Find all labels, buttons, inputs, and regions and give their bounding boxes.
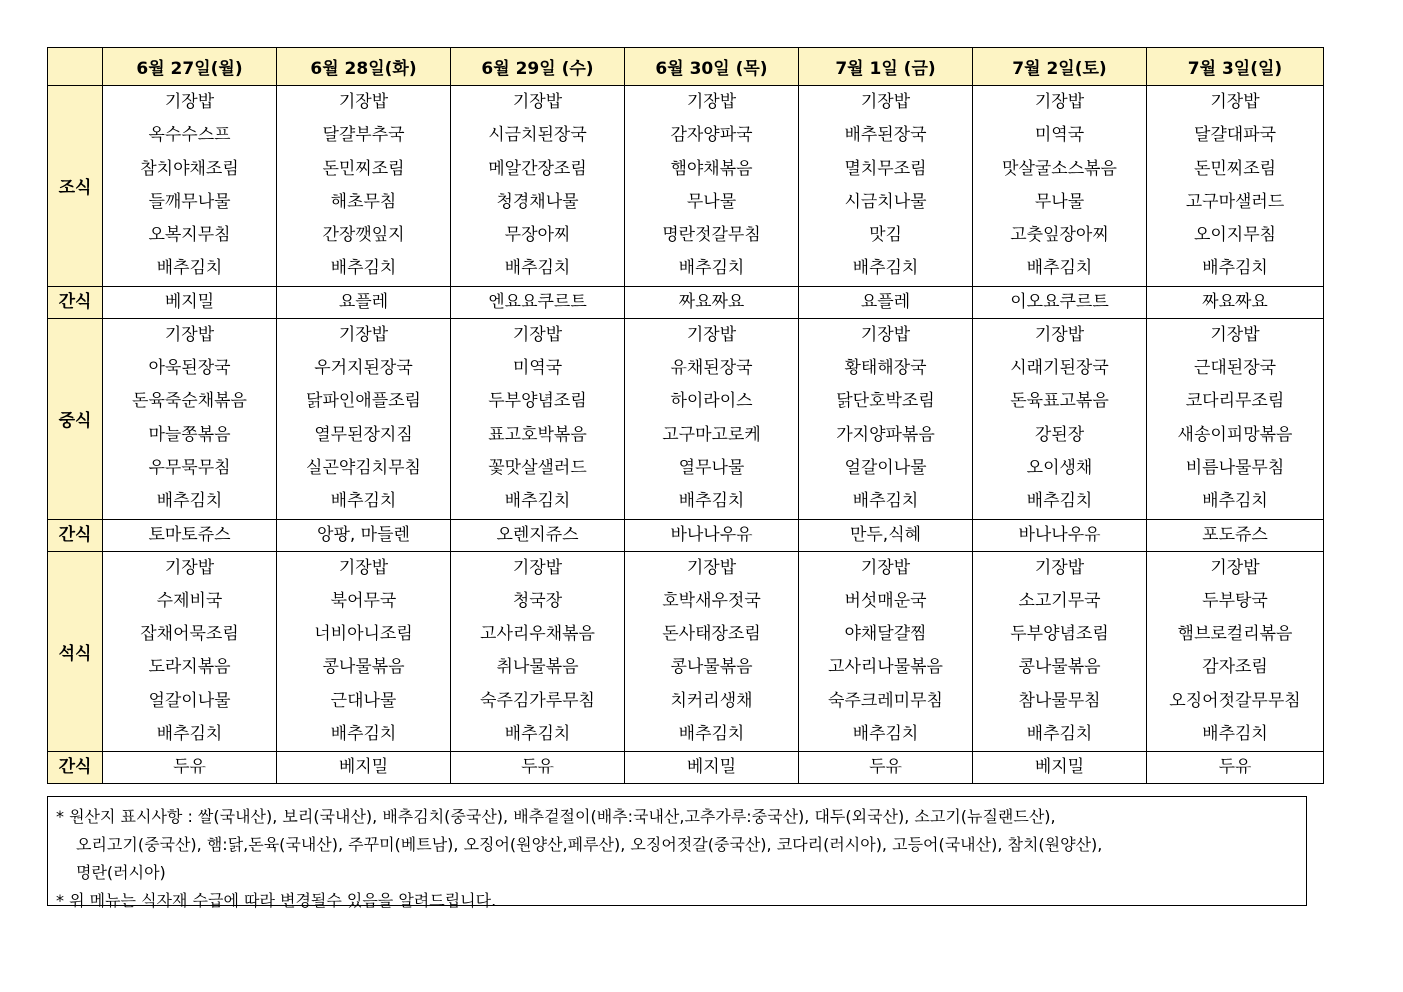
menu-item: 배추김치: [504, 491, 571, 512]
snack-cell: 포도쥬스: [1147, 519, 1324, 551]
menu-item: 배추김치: [156, 724, 223, 745]
meal-label: 간식: [48, 286, 103, 318]
menu-item: 감자조림: [1202, 657, 1268, 678]
menu-cell: [1147, 551, 1324, 752]
menu-item: 오복지무침: [148, 225, 231, 246]
menu-cell: [799, 86, 973, 287]
menu-item: 기장밥: [1034, 324, 1085, 345]
menu-item: 무나물: [686, 191, 737, 212]
menu-item: 근대나물: [330, 690, 397, 711]
menu-item: 두부탕국: [1202, 590, 1268, 611]
menu-item: 닭단호박조림: [836, 391, 935, 412]
menu-item: 너비아니조림: [314, 624, 413, 645]
menu-item: 우무묵무침: [148, 457, 231, 478]
menu-item: 기장밥: [1210, 557, 1260, 578]
snack-cell: 두유: [799, 752, 973, 784]
menu-item: 고춧잎장아찌: [1010, 225, 1109, 246]
menu-cell: [973, 551, 1147, 752]
menu-cell: [277, 318, 451, 519]
menu-item: 들깨무나물: [148, 191, 231, 212]
menu-item: 배추김치: [1026, 724, 1093, 745]
menu-item: 배추김치: [330, 491, 397, 512]
menu-item: 두부양념조림: [1010, 624, 1109, 645]
menu-item: 배추김치: [156, 258, 223, 279]
menu-item: 배추김치: [1026, 491, 1093, 512]
menu-item: 청국장: [512, 590, 563, 611]
snack-cell: 요플레: [277, 286, 451, 318]
menu-item: 가지양파볶음: [836, 424, 935, 445]
menu-cell: [103, 86, 277, 287]
menu-item: 기장밥: [512, 557, 563, 578]
menu-item: 숙주김가루무침: [480, 690, 595, 711]
header-row: [48, 48, 1324, 86]
menu-item: 기장밥: [860, 92, 911, 112]
corner-cell: [48, 48, 103, 86]
snack-cell: 베지밀: [277, 752, 451, 784]
menu-item: 오징어젓갈무무침: [1169, 690, 1301, 711]
menu-item: 배추김치: [330, 724, 397, 745]
menu-cell: [103, 318, 277, 519]
menu-item: 마늘쫑볶음: [148, 424, 231, 445]
menu-item: 꽃맛살샐러드: [488, 457, 587, 478]
note-line: 오리고기(중국산), 햄:닭,돈육(국내산), 주꾸미(베트남), 오징어(원양산,페루산), 오징어젓갈(중국산), 코다리(러시아), 고등어(국내산), 참치(원양산),: [76, 835, 1103, 854]
menu-cell: [625, 551, 799, 752]
menu-item: 기장밥: [686, 92, 737, 112]
snack-row: [48, 286, 1324, 318]
menu-item: 기장밥: [686, 557, 737, 578]
menu-item: 숙주크레미무침: [828, 690, 943, 711]
menu-item: 배추김치: [852, 258, 919, 279]
menu-item: 배추김치: [852, 724, 919, 745]
snack-cell: 바나나우유: [973, 519, 1147, 551]
menu-cell: [973, 318, 1147, 519]
menu-item: 코다리무조림: [1185, 391, 1285, 412]
menu-cell: [799, 551, 973, 752]
menu-item: 옥수수스프: [148, 125, 231, 146]
menu-item: 시래기된장국: [1010, 358, 1109, 379]
meal-row: [48, 86, 1324, 287]
meal-label: 중식: [48, 318, 103, 519]
menu-item: 닭파인애플조림: [306, 391, 421, 412]
snack-cell: 앙팡, 마들렌: [277, 519, 451, 551]
snack-cell: 바나나우유: [625, 519, 799, 551]
day-header: 7월 3일(일): [1147, 48, 1324, 86]
snack-cell: 오렌지쥬스: [451, 519, 625, 551]
menu-item: 배추김치: [1026, 258, 1093, 279]
menu-item: 고사리나물볶음: [828, 657, 943, 678]
menu-item: 맛김: [869, 225, 902, 246]
menu-body: [48, 86, 1324, 784]
menu-item: 햄야채볶음: [670, 158, 753, 179]
menu-item: 고구마고로케: [662, 424, 761, 445]
menu-item: 얼갈이나물: [844, 457, 927, 478]
menu-item: 돈민찌조림: [322, 158, 405, 179]
menu-item: 콩나물볶음: [322, 657, 405, 678]
menu-item: 무나물: [1034, 191, 1085, 212]
menu-item: 청경채나물: [496, 191, 579, 212]
menu-item: 기장밥: [164, 557, 215, 578]
menu-item: 치커리생채: [670, 690, 753, 711]
menu-item: 미역국: [512, 358, 563, 379]
menu-item: 실곤약김치무침: [306, 457, 421, 478]
meal-label: 간식: [48, 752, 103, 784]
menu-item: 미역국: [1034, 125, 1085, 146]
snack-cell: 베지밀: [103, 286, 277, 318]
meal-label: 석식: [48, 551, 103, 752]
note-line: * 원산지 표시사항 : 쌀(국내산), 보리(국내산), 배추김치(중국산), 배추겉절이(배추:국내산,고추가루:중국산), 대두(외국산), 소고기(뉴질랜드산),: [56, 807, 1056, 826]
snack-cell: 두유: [451, 752, 625, 784]
menu-item: 하이라이스: [670, 391, 753, 412]
snack-cell: 두유: [103, 752, 277, 784]
menu-item: 맛살굴소스볶음: [1002, 158, 1117, 179]
menu-item: 표고호박볶음: [488, 424, 587, 445]
snack-cell: 베지밀: [625, 752, 799, 784]
day-header: 7월 2일(토): [973, 48, 1147, 86]
menu-item: 멸치무조림: [844, 158, 927, 179]
snack-row: [48, 519, 1324, 551]
day-header: 6월 30일 (목): [625, 48, 799, 86]
menu-item: 수제비국: [156, 590, 223, 611]
menu-item: 기장밥: [512, 92, 563, 112]
menu-cell: [451, 318, 625, 519]
menu-item: 취나물볶음: [496, 657, 579, 678]
day-header: 7월 1일 (금): [799, 48, 973, 86]
snack-row: [48, 752, 1324, 784]
menu-cell: [799, 318, 973, 519]
menu-item: 무장아찌: [504, 225, 571, 246]
snack-cell: 짜요짜요: [1147, 286, 1324, 318]
menu-item: 소고기무국: [1018, 590, 1101, 611]
menu-item: 배추김치: [1202, 491, 1268, 512]
meal-row: [48, 318, 1324, 519]
snack-cell: 두유: [1147, 752, 1324, 784]
menu-item: 명란젓갈무침: [662, 225, 761, 246]
origin-notes: [47, 796, 1307, 910]
meal-row: [48, 551, 1324, 752]
note-line: * 위 메뉴는 식자재 수급에 따라 변경될수 있음을 알려드립니다.: [56, 891, 497, 910]
menu-item: 우거지된장국: [314, 358, 413, 379]
menu-item: 해초무침: [330, 191, 397, 212]
menu-item: 기장밥: [860, 557, 911, 578]
menu-item: 기장밥: [1034, 557, 1085, 578]
menu-cell: [451, 551, 625, 752]
menu-cell: [277, 551, 451, 752]
snack-cell: 베지밀: [973, 752, 1147, 784]
menu-item: 아욱된장국: [148, 358, 231, 379]
menu-item: 콩나물볶음: [1018, 657, 1101, 678]
menu-item: 기장밥: [164, 92, 215, 112]
snack-cell: 요플레: [799, 286, 973, 318]
menu-item: 감자양파국: [670, 125, 753, 146]
menu-item: 기장밥: [1034, 92, 1085, 112]
menu-item: 메알간장조림: [488, 158, 587, 179]
menu-item: 기장밥: [860, 324, 911, 345]
menu-item: 참치야채조림: [140, 158, 239, 179]
menu-item: 기장밥: [338, 92, 389, 112]
snack-cell: 토마토쥬스: [103, 519, 277, 551]
menu-item: 야채달걀찜: [844, 624, 927, 645]
menu-item: 잡채어묵조림: [140, 624, 239, 645]
menu-item: 배추김치: [1202, 724, 1268, 745]
day-header: 6월 27일(월): [103, 48, 277, 86]
menu-item: 유채된장국: [670, 358, 753, 379]
menu-item: 근대된장국: [1193, 358, 1277, 379]
menu-item: 열무된장지짐: [314, 424, 413, 445]
menu-cell: [1147, 86, 1324, 287]
menu-item: 시금치된장국: [488, 125, 587, 146]
menu-item: 돈육표고볶음: [1010, 391, 1109, 412]
day-header: 6월 29일 (수): [451, 48, 625, 86]
meal-label: 간식: [48, 519, 103, 551]
menu-item: 버섯매운국: [844, 590, 927, 611]
menu-item: 배추김치: [1202, 258, 1268, 279]
menu-item: 강된장: [1034, 424, 1085, 445]
menu-cell: [277, 86, 451, 287]
menu-item: 돈민찌조림: [1193, 158, 1277, 179]
menu-item: 돈육죽순채볶음: [132, 391, 247, 412]
menu-item: 비름나물무침: [1185, 457, 1285, 478]
menu-item: 기장밥: [338, 324, 389, 345]
weekly-menu-table: [47, 47, 1324, 784]
menu-item: 오이생채: [1026, 457, 1093, 478]
menu-item: 배추김치: [504, 258, 571, 279]
snack-cell: 엔요요쿠르트: [451, 286, 625, 318]
menu-cell: [625, 86, 799, 287]
menu-item: 배추김치: [852, 491, 919, 512]
menu-item: 배추김치: [678, 724, 745, 745]
menu-item: 기장밥: [686, 324, 737, 345]
menu-item: 고사리우채볶음: [480, 624, 595, 645]
menu-item: 배추김치: [504, 724, 571, 745]
menu-item: 기장밥: [1210, 92, 1260, 112]
menu-item: 기장밥: [338, 557, 389, 578]
menu-cell: [103, 551, 277, 752]
menu-item: 얼갈이나물: [148, 690, 231, 711]
snack-cell: 짜요짜요: [625, 286, 799, 318]
menu-cell: [625, 318, 799, 519]
menu-item: 열무나물: [678, 457, 745, 478]
snack-cell: 이오요쿠르트: [973, 286, 1147, 318]
menu-item: 고구마샐러드: [1185, 191, 1285, 212]
menu-item: 배추김치: [330, 258, 397, 279]
menu-item: 황태해장국: [844, 358, 927, 379]
menu-item: 도라지볶음: [148, 657, 231, 678]
menu-item: 배추김치: [678, 258, 745, 279]
menu-item: 햄브로컬리볶음: [1177, 624, 1293, 645]
menu-cell: [451, 86, 625, 287]
snack-cell: 만두,식혜: [799, 519, 973, 551]
menu-item: 두부양념조림: [488, 391, 587, 412]
menu-cell: [973, 86, 1147, 287]
menu-item: 배추된장국: [844, 125, 927, 146]
menu-item: 달걀대파국: [1193, 125, 1277, 146]
meal-label: 조식: [48, 86, 103, 287]
menu-item: 북어무국: [330, 590, 397, 611]
menu-item: 기장밥: [164, 324, 215, 345]
menu-item: 참나물무침: [1018, 690, 1101, 711]
day-header: 6월 28일(화): [277, 48, 451, 86]
menu-item: 간장깻잎지: [322, 225, 405, 246]
menu-item: 돈사태장조림: [662, 624, 761, 645]
menu-cell: [1147, 318, 1324, 519]
menu-item: 배추김치: [156, 491, 223, 512]
menu-item: 시금치나물: [844, 191, 927, 212]
menu-item: 새송이피망볶음: [1177, 424, 1293, 445]
menu-item: 오이지무침: [1193, 225, 1277, 246]
menu-item: 달걀부추국: [322, 125, 405, 146]
menu-item: 콩나물볶음: [670, 657, 753, 678]
menu-item: 기장밥: [1210, 324, 1260, 345]
menu-item: 호박새우젓국: [662, 590, 761, 611]
note-line: 명란(러시아): [76, 863, 166, 882]
menu-item: 배추김치: [678, 491, 745, 512]
menu-item: 기장밥: [512, 324, 563, 345]
